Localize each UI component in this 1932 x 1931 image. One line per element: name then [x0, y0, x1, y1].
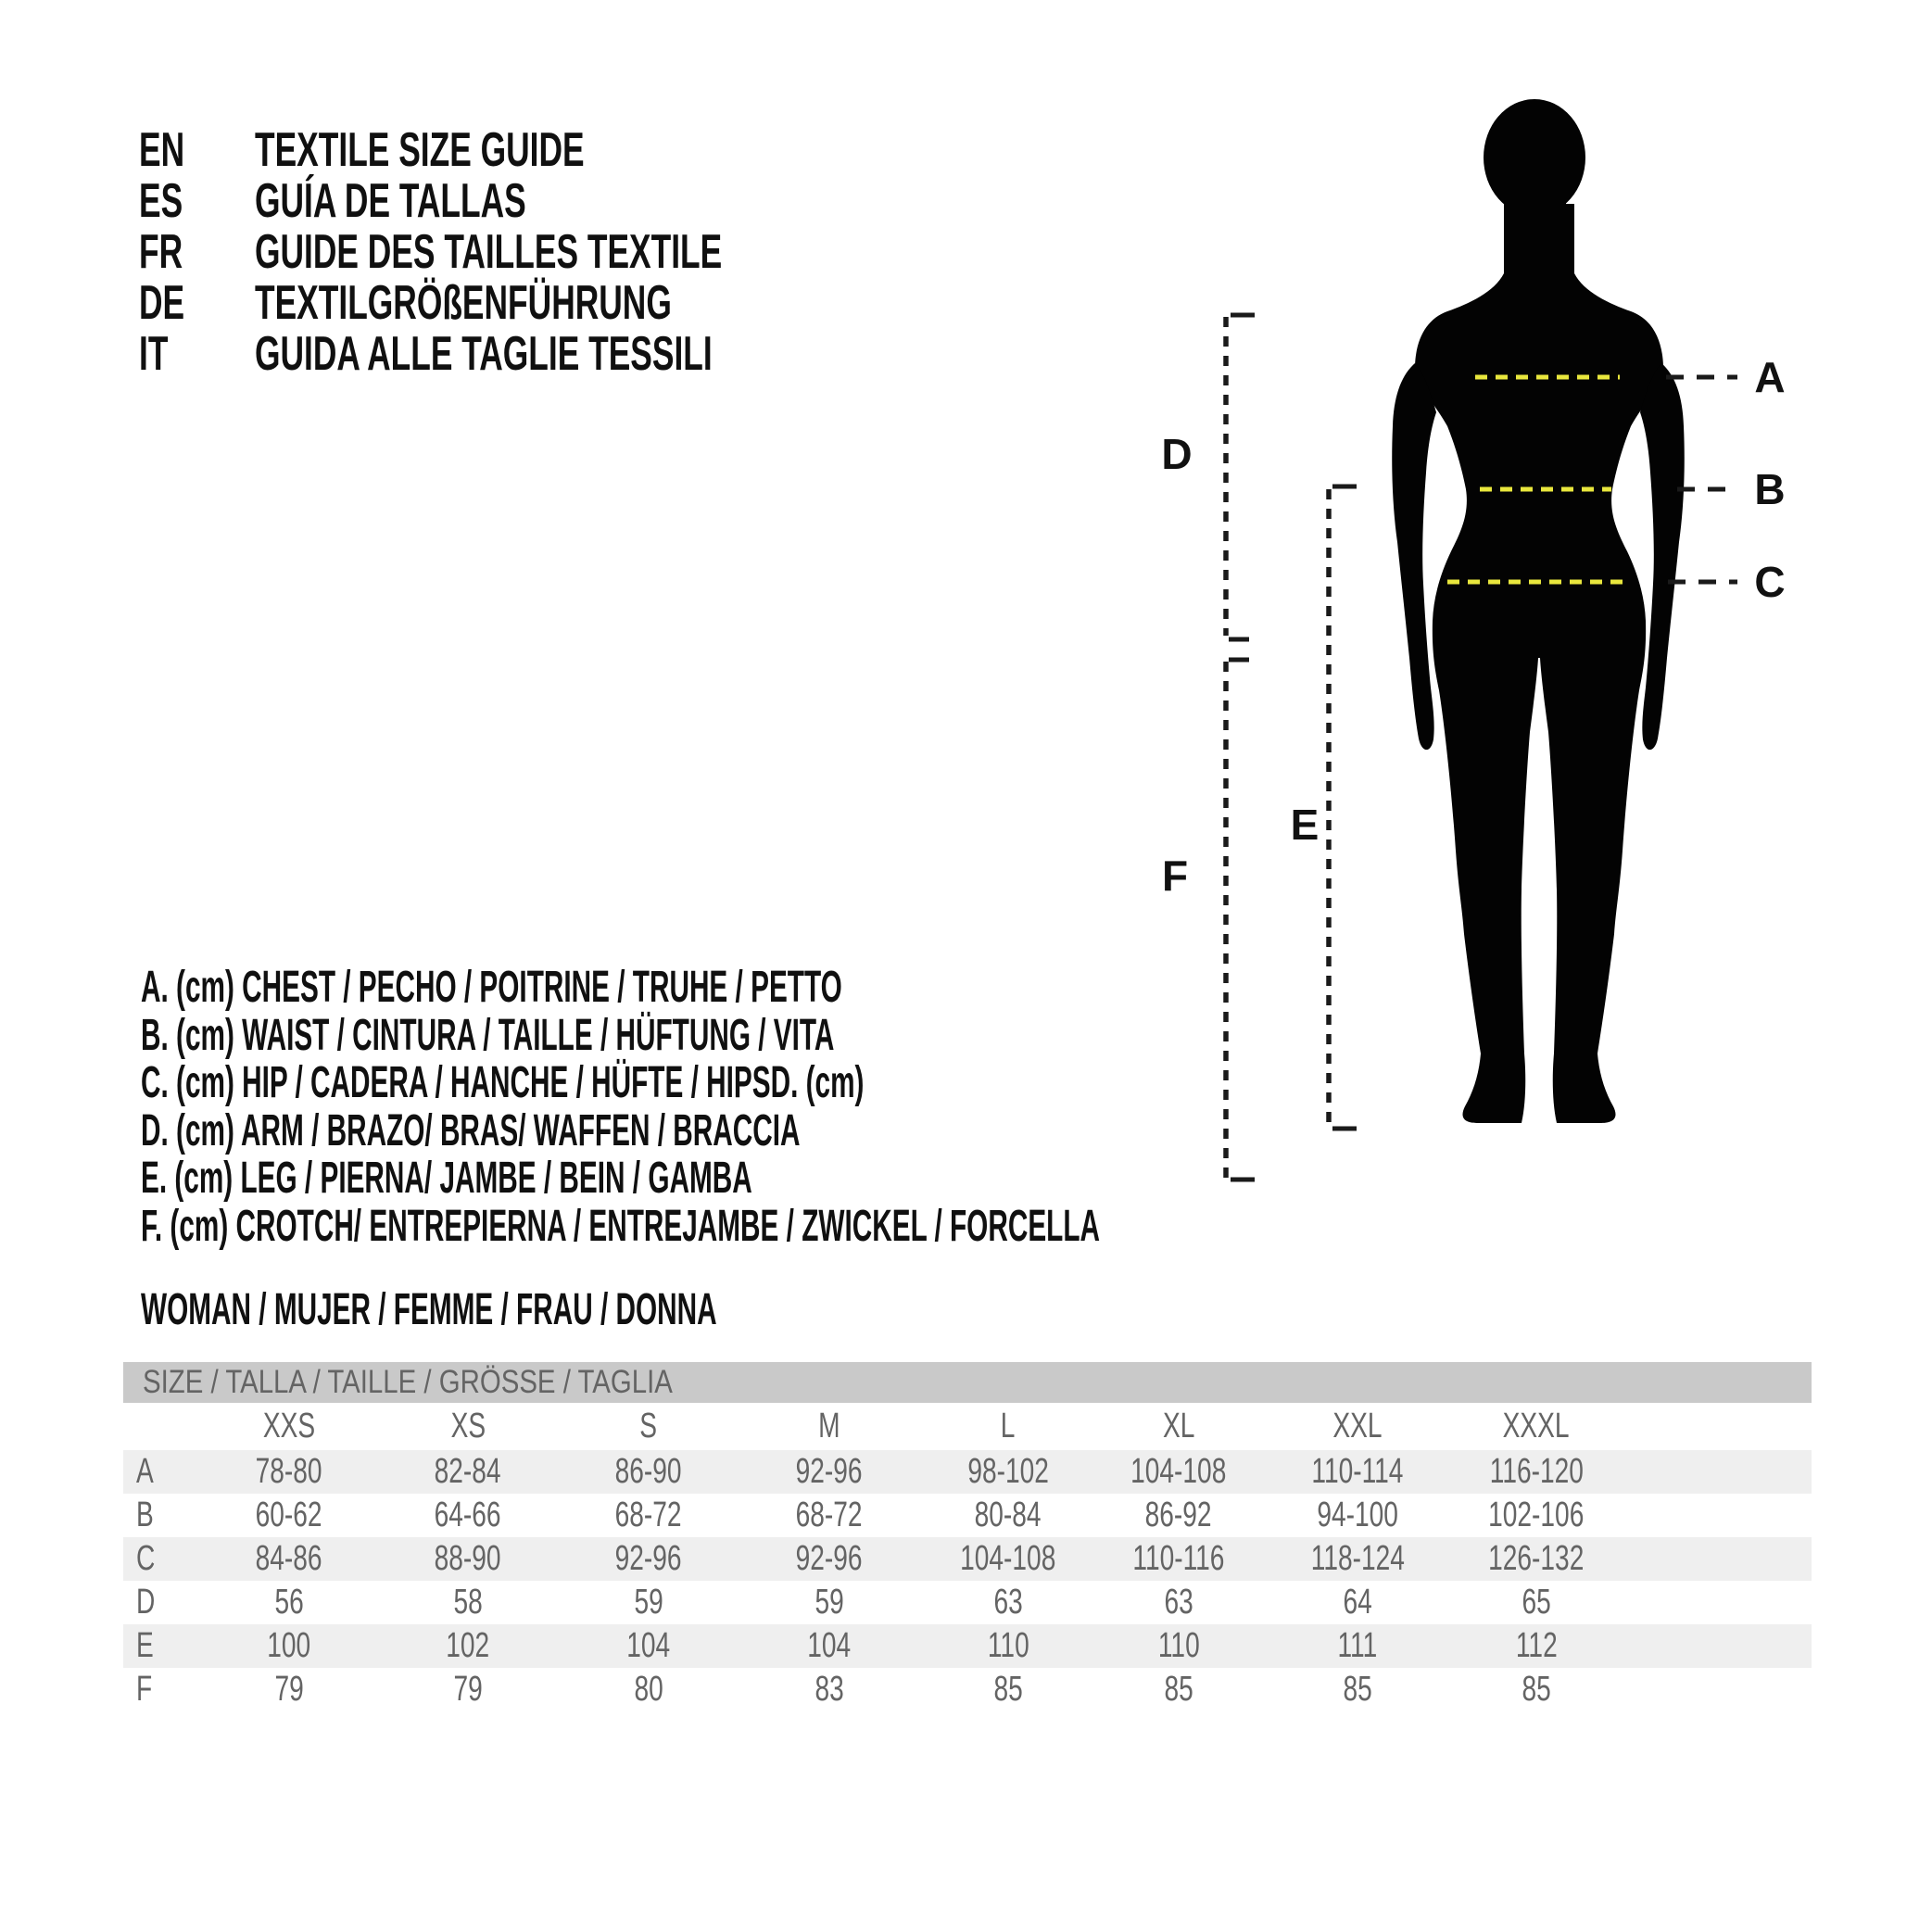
audience-title: WOMAN / MUJER / FEMME / FRAU / DONNA: [141, 1285, 717, 1334]
cell-value: 80-84: [975, 1496, 1042, 1534]
cell-value: 64-66: [435, 1496, 501, 1534]
chest-label: A: [1754, 353, 1786, 401]
table-row: [123, 1494, 1812, 1537]
cell-value: 85: [1343, 1670, 1372, 1709]
table-row: [123, 1624, 1812, 1668]
cell-value: 88-90: [435, 1539, 501, 1578]
cell-value: 83: [814, 1670, 844, 1709]
cell-value: 59: [814, 1583, 844, 1622]
legend-item-crotch: F. (cm) CROTCH/ ENTREPIERNA / ENTREJAMBE / ZWICKEL / FORCELLA: [141, 1201, 1101, 1251]
cell-value: 92-96: [796, 1539, 863, 1578]
table-row: [123, 1450, 1812, 1494]
cell-value: 102: [446, 1626, 490, 1665]
cell-value: 64: [1343, 1583, 1372, 1622]
waist-label: B: [1754, 465, 1786, 513]
silhouette-left-arm: [1392, 363, 1436, 750]
cell-value: 85: [1164, 1670, 1193, 1709]
size-columns-row: [123, 1403, 1812, 1450]
cell-value: 68-72: [796, 1496, 863, 1534]
cell-value: 92-96: [796, 1452, 863, 1491]
legend-item-arm: D. (cm) ARM / BRAZO/ BRAS/ WAFFEN / BRACCIA: [141, 1105, 801, 1155]
size-column-label: L: [1001, 1407, 1016, 1445]
cell-value: 65: [1522, 1583, 1551, 1622]
language-code: FR: [139, 225, 183, 279]
cell-value: 110: [987, 1626, 1029, 1665]
cell-value: 104-108: [1130, 1452, 1227, 1491]
silhouette-right-arm: [1640, 363, 1685, 750]
language-row: [139, 278, 942, 329]
cell-value: 85: [1522, 1670, 1551, 1709]
cell-value: 110-116: [1132, 1539, 1225, 1578]
legend-item-leg: E. (cm) LEG / PIERNA/ JAMBE / BEIN / GAMBA: [141, 1154, 752, 1203]
size-table: [123, 1362, 1812, 1712]
cell-value: 63: [1164, 1583, 1193, 1622]
guide-title: GUIDE DES TAILLES TEXTILE: [255, 225, 723, 279]
row-label: B: [136, 1496, 154, 1534]
language-row: [139, 125, 942, 176]
cell-value: 58: [453, 1583, 483, 1622]
table-row: [123, 1581, 1812, 1624]
cell-value: 112: [1515, 1626, 1558, 1665]
guide-title: TEXTILE SIZE GUIDE: [255, 123, 585, 177]
size-table-header-bar: [123, 1362, 1812, 1403]
size-column-label: XXL: [1332, 1407, 1383, 1445]
size-column-label: M: [818, 1407, 840, 1445]
cell-value: 86-92: [1145, 1496, 1212, 1534]
table-row: [123, 1668, 1812, 1711]
size-column-label: XXXL: [1503, 1407, 1570, 1445]
cell-value: 85: [993, 1670, 1023, 1709]
size-table-header-text: SIZE / TALLA / TAILLE / GRÖSSE / TAGLIA: [143, 1364, 673, 1400]
cell-value: 104-108: [960, 1539, 1056, 1578]
cell-value: 92-96: [615, 1539, 682, 1578]
cell-value: 102-106: [1488, 1496, 1585, 1534]
cell-value: 78-80: [256, 1452, 322, 1491]
cell-value: 82-84: [435, 1452, 501, 1491]
row-label: D: [136, 1583, 156, 1622]
cell-value: 60-62: [256, 1496, 322, 1534]
language-row: [139, 227, 942, 278]
measurement-legend: [141, 964, 1687, 1250]
cell-value: 79: [274, 1670, 304, 1709]
cell-value: 84-86: [256, 1539, 322, 1578]
cell-value: 118-124: [1310, 1539, 1405, 1578]
language-code: DE: [139, 276, 185, 330]
size-column-label: XXS: [262, 1407, 316, 1445]
cell-value: 79: [453, 1670, 483, 1709]
legend-item-waist: B. (cm) WAIST / CINTURA / TAILLE / HÜFTUNG / VITA: [141, 1010, 835, 1060]
cell-value: 80: [634, 1670, 663, 1709]
cell-value: 94-100: [1317, 1496, 1398, 1534]
cell-value: 104: [807, 1626, 852, 1665]
size-column-label: XS: [450, 1407, 486, 1445]
cell-value: 98-102: [967, 1452, 1049, 1491]
language-code: ES: [139, 174, 183, 228]
cell-value: 59: [634, 1583, 663, 1622]
cell-value: 100: [267, 1626, 311, 1665]
cell-value: 116-120: [1489, 1452, 1584, 1491]
guide-title: GUÍA DE TALLAS: [255, 174, 526, 228]
cell-value: 126-132: [1488, 1539, 1585, 1578]
crotch-label: F: [1161, 852, 1189, 900]
table-row: [123, 1537, 1812, 1581]
cell-value: 68-72: [615, 1496, 682, 1534]
guide-title: TEXTILGRÖßENFÜHRUNG: [255, 276, 672, 330]
cell-value: 110-114: [1311, 1452, 1404, 1491]
cell-value: 63: [993, 1583, 1023, 1622]
size-column-label: S: [639, 1407, 658, 1445]
language-row: [139, 329, 942, 380]
language-code: EN: [139, 123, 185, 177]
row-label: E: [136, 1626, 154, 1665]
guide-title: GUIDA ALLE TAGLIE TESSILI: [255, 327, 713, 381]
legend-item-chest: A. (cm) CHEST / PECHO / POITRINE / TRUHE / PETTO: [141, 963, 842, 1012]
cell-value: 56: [274, 1583, 304, 1622]
leg-label: E: [1290, 801, 1320, 849]
cell-value: 110: [1157, 1626, 1200, 1665]
cell-value: 104: [626, 1626, 671, 1665]
arm-label: D: [1161, 430, 1193, 478]
hip-label: C: [1754, 558, 1786, 606]
cell-value: 86-90: [615, 1452, 682, 1491]
row-label: A: [136, 1452, 154, 1491]
language-code: IT: [139, 327, 169, 381]
row-label: C: [136, 1539, 156, 1578]
language-row: [139, 176, 942, 227]
size-column-label: XL: [1162, 1407, 1195, 1445]
legend-item-hip: C. (cm) HIP / CADERA / HANCHE / HÜFTE / HIPSD. (cm): [141, 1058, 865, 1107]
language-title-block: [139, 125, 942, 380]
cell-value: 111: [1337, 1626, 1378, 1665]
row-label: F: [136, 1670, 153, 1709]
